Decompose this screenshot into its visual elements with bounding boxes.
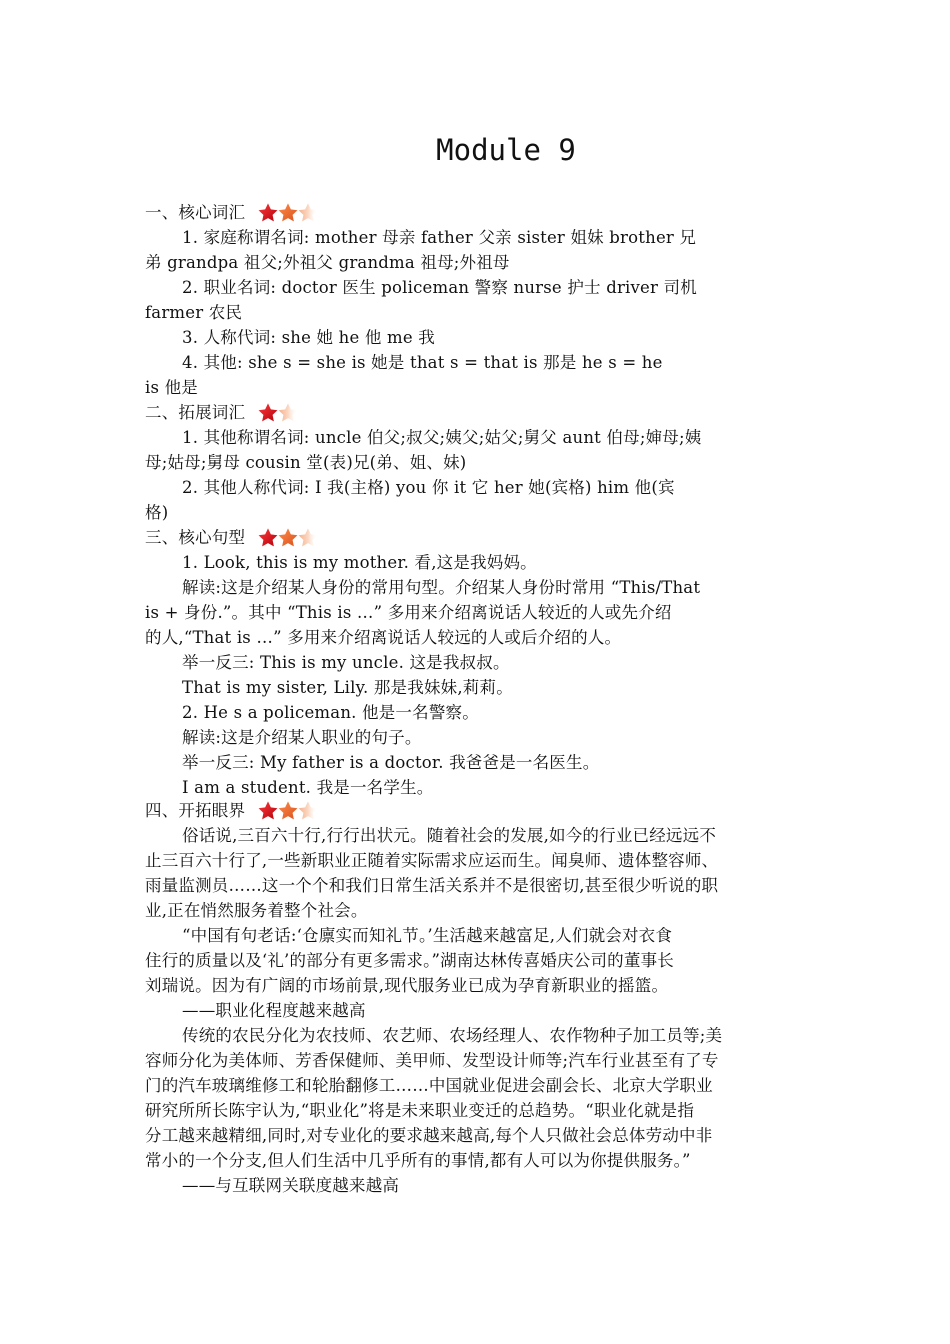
text-line: 1. 其他称谓名词: uncle 伯父;叔父;姨父;姑父;舅父 aunt 伯母;婶母;姨 — [182, 428, 702, 447]
section-heading-core-vocabulary — [145, 200, 317, 225]
section-heading-core-sentences — [145, 525, 317, 550]
subheading-line: ——职业化程度越来越高 — [182, 1001, 366, 1020]
text-line: 传统的农民分化为农技师、农艺师、农场经理人、农作物种子加工员等;美 — [182, 1026, 723, 1045]
page-title: Module 9 — [436, 133, 576, 167]
star-half-icon — [297, 202, 319, 224]
text-line: is + 身份.”。其中 “This is …” 多用来介绍离说话人较近的人或先介绍 — [145, 603, 672, 622]
star-full-icon — [257, 527, 279, 549]
text-line: 母;姑母;舅母 cousin 堂(表)兄(弟、姐、妹) — [145, 453, 467, 472]
text-line: 研究所所长陈宇认为,“职业化”将是未来职业变迁的总趋势。“职业化就是指 — [145, 1101, 695, 1120]
text-line: 住行的质量以及‘礼’的部分有更多需求。”湖南达林传喜婚庆公司的董事长 — [145, 951, 674, 970]
section-heading-text: 一、核心词汇 — [145, 203, 246, 222]
text-line: 门的汽车玻璃维修工和轮胎翻修工……中国就业促进会副会长、北京大学职业 — [145, 1076, 713, 1095]
text-line: farmer 农民 — [145, 303, 243, 322]
text-line: 3. 人称代词: she 她 he 他 me 我 — [182, 328, 435, 347]
subheading-line: ——与互联网关联度越来越高 — [182, 1176, 400, 1195]
text-line: 举一反三: This is my uncle. 这是我叔叔。 — [182, 653, 510, 672]
text-line: 解读:这是介绍某人身份的常用句型。介绍某人身份时常用 “This/That — [182, 578, 701, 597]
star-full-icon — [277, 527, 299, 549]
rating-stars — [257, 800, 317, 822]
star-full-icon — [277, 202, 299, 224]
text-line: That is my sister, Lily. 那是我妹妹,莉莉。 — [182, 678, 513, 697]
star-full-icon — [257, 800, 279, 822]
rating-stars — [257, 527, 317, 549]
text-line: 的人,“That is …” 多用来介绍离说话人较远的人或后介绍的人。 — [145, 628, 622, 647]
text-line: 刘瑞说。因为有广阔的市场前景,现代服务业已成为孕育新职业的摇篮。 — [145, 976, 669, 995]
text-line: 解读:这是介绍某人职业的句子。 — [182, 728, 422, 747]
section-heading-text: 四、开拓眼界 — [145, 801, 246, 820]
text-line: 1. Look, this is my mother. 看,这是我妈妈。 — [182, 553, 537, 572]
section-heading-extended-vocabulary — [145, 400, 297, 425]
rating-stars — [257, 202, 317, 224]
text-line: 格) — [145, 503, 169, 522]
text-line: 2. 其他人称代词: I 我(主格) you 你 it 它 her 她(宾格) him 他(宾 — [182, 478, 675, 497]
star-full-icon — [277, 800, 299, 822]
star-half-icon — [297, 800, 319, 822]
text-line: 容师分化为美体师、芳香保健师、美甲师、发型设计师等;汽车行业甚至有了专 — [145, 1051, 719, 1070]
section-heading-text: 三、核心句型 — [145, 528, 246, 547]
text-line: 俗话说,三百六十行,行行出状元。随着社会的发展,如今的行业已经远远不 — [182, 826, 717, 845]
text-line: 4. 其他: she s = she is 她是 that s = that is 那是 he s = he — [182, 353, 663, 372]
text-line: 止三百六十行了,一些新职业正随着实际需求应运而生。闻臭师、遗体整容师、 — [145, 851, 719, 870]
star-full-icon — [257, 202, 279, 224]
text-line: 雨量监测员……这一个个和我们日常生活关系并不是很密切,甚至很少听说的职 — [145, 876, 719, 895]
star-half-icon — [297, 527, 319, 549]
text-line: 常小的一个分支,但人们生活中几乎所有的事情,都有人可以为你提供服务。” — [145, 1151, 691, 1170]
section-heading-text: 二、拓展词汇 — [145, 403, 246, 422]
text-line: 2. 职业名词: doctor 医生 policeman 警察 nurse 护士 driver 司机 — [182, 278, 697, 297]
text-line: 2. He s a policeman. 他是一名警察。 — [182, 703, 479, 722]
text-line: 分工越来越精细,同时,对专业化的要求越来越高,每个人只做社会总体劳动中非 — [145, 1126, 713, 1145]
star-half-icon — [277, 402, 299, 424]
text-line: 弟 grandpa 祖父;外祖父 grandma 祖母;外祖母 — [145, 253, 510, 272]
text-line: 举一反三: My father is a doctor. 我爸爸是一名医生。 — [182, 753, 600, 772]
star-full-icon — [257, 402, 279, 424]
text-line: 1. 家庭称谓名词: mother 母亲 father 父亲 sister 姐妹 brother 兄 — [182, 228, 697, 247]
text-line: “中国有句老话:‘仓廪实而知礼节。’生活越来越富足,人们就会对衣食 — [182, 926, 673, 945]
section-heading-broaden-horizons — [145, 798, 317, 823]
text-line: 业,正在悄然服务着整个社会。 — [145, 901, 368, 920]
text-line: is 他是 — [145, 378, 198, 397]
rating-stars — [257, 402, 297, 424]
text-line: I am a student. 我是一名学生。 — [182, 778, 434, 797]
